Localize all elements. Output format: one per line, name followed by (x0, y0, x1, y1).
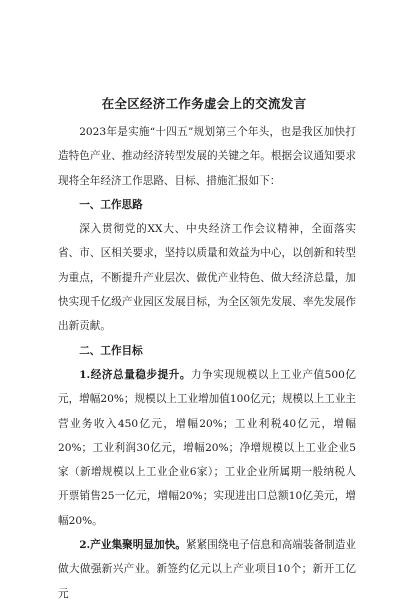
goal-item-2 (58, 533, 356, 606)
document-body (58, 120, 356, 606)
goal-item-1-text: 力争实现规模以上工业产值500亿元，增幅20%；规模以上工业增加值100亿元；规模以上工业主营业务收入450亿元，增幅20%；工业利税40亿元，增幅20%；工业利润30亿元，增幅20%；净增规模以上工业企业5家（新增规模以上工业企业6家）；工业企业所属期一般纳税人开票销售25一亿元，增幅20%；实现进出口总额10亿美元，增幅20%。 (58, 368, 357, 527)
approach-paragraph: 深入贯彻党的XX大、中央经济工作会议精神，全面落实省、市、区相关要求，坚持以质量和效益为中心，以创新和转型为重点，不断提升产业层次、做优产业特色、做大经济总量，加快实现千亿级产业园区发展目标，为全区领先发展、率先发展作出新贡献。 (58, 223, 356, 333)
document-title: 在全区经济工作务虚会上的交流发言 (101, 96, 307, 111)
section-heading-approach: 一、工作思路 (79, 198, 143, 211)
goal-item-1 (58, 363, 356, 533)
goal-item-2-lead: 2.产业集聚明显加快。 (79, 539, 186, 552)
intro-paragraph: 2023年是实施“十四五”规划第三个年头，也是我区加快打造特色产业、推动经济转型发展的关键之年。根据会议通知要求现将全年经济工作思路、目标、措施汇报如下： (58, 126, 356, 187)
section-heading-goals: 二、工作目标 (79, 344, 143, 357)
goal-item-2-text: 紧紧围绕电子信息和高端装备制造业做大做强新兴产业。新签约亿元以上产业项目10个；新开工亿元 (58, 539, 356, 600)
goal-item-1-lead: 1.经济总量稳步提升。 (79, 368, 192, 381)
